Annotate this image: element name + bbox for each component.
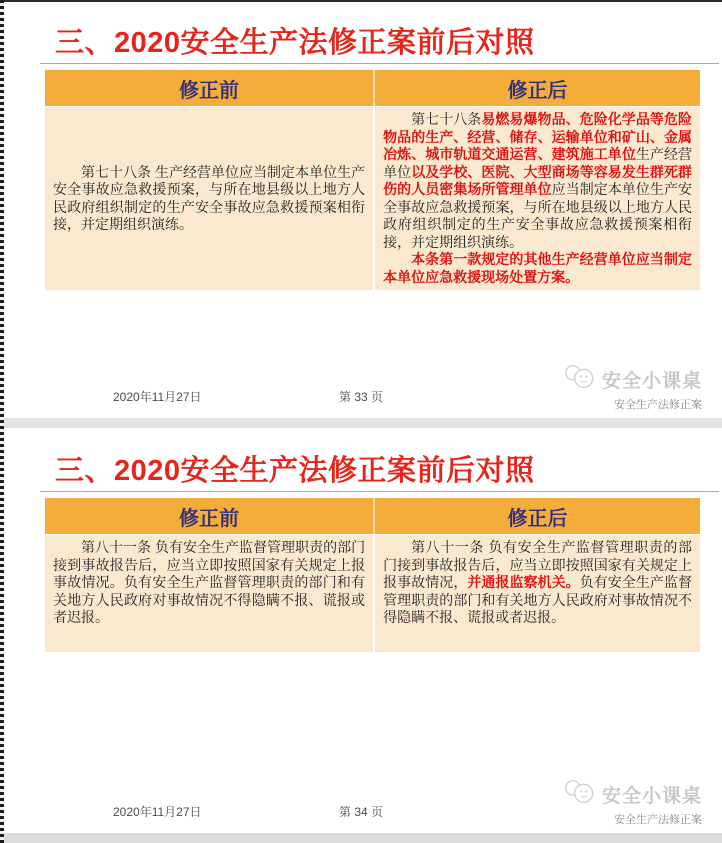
paragraph [53, 164, 365, 234]
cell-before-revision [45, 535, 375, 652]
comparison-table [45, 70, 700, 290]
column-header-before: 修正前 [45, 498, 375, 534]
bottom-border-band [0, 833, 722, 843]
text-segment-normal: 生产经营单位 [383, 146, 692, 180]
text-segment-red: 以及学校、医院、大型商场等容易发生群死群伤的人员密集场所管理单位 [383, 163, 692, 197]
footer-page-number: 第 33 页 [338, 390, 384, 404]
table-header-row [45, 70, 700, 106]
paragraph [53, 539, 365, 627]
text-segment-red: 并通报监察机关。 [467, 574, 580, 590]
brand-row [563, 778, 702, 810]
brand-name: 安全小课桌 [601, 370, 702, 392]
brand-row [563, 363, 702, 395]
brand-watermark [563, 363, 702, 412]
cell-after-revision [375, 535, 700, 652]
top-border-line [0, 0, 722, 2]
brand-subtitle: 安全生产法修正案 [614, 814, 702, 826]
footer-date: 2020年11月27日 [113, 390, 202, 404]
brand-subtitle: 安全生产法修正案 [614, 399, 702, 411]
slide-title: 三、2020安全生产法修正案前后对照 [55, 27, 535, 59]
cell-after-revision [375, 107, 700, 290]
column-header-after: 修正后 [507, 79, 568, 102]
slide-page-33 [0, 0, 722, 418]
brand-name: 安全小课桌 [601, 785, 702, 807]
text-segment-normal: 应当制定本单位生产安全事故应急救援预案，与所在地县级以上地方人民政府组织制定的生产安全事故应急救援预案相衔接，并定期组织演练。 [383, 181, 692, 250]
text-segment-normal: 第七十八条 [411, 111, 482, 127]
paragraph [383, 111, 692, 251]
title-divider-line [40, 491, 719, 492]
text-segment-red: 易燃易爆物品、危险化学品等危险物品的生产、经营、储存、运输单位和矿山、金属冶炼、城市轨道交通运营、建筑施工单位 [383, 111, 692, 162]
table-body-row [45, 107, 700, 290]
brand-logo-icon [563, 778, 599, 810]
footer-date: 2020年11月27日 [113, 805, 202, 819]
cell-before-revision [45, 107, 375, 290]
brand-watermark [563, 778, 702, 827]
comparison-table [45, 498, 700, 652]
table-header-row [45, 498, 700, 534]
text-segment-normal: 第七十八条 生产经营单位应当制定本单位生产安全事故应急救援预案，与所在地县级以上地方人民政府组织制定的生产安全事故应急救援预案相衔接，并定期组织演练。 [53, 163, 366, 232]
column-header-before: 修正前 [45, 70, 375, 106]
text-segment-normal: 负有安全生产监督管理职责的部门和有关地方人民政府对事故情况不得隐瞒不报、谎报或者迟报。 [383, 574, 692, 625]
title-divider-line [40, 63, 719, 64]
text-segment-normal: 第八十一条 负有安全生产监督管理职责的部门接到事故报告后，应当立即按照国家有关规定上报事故情况。负有安全生产监督管理职责的部门和有关地方人民政府对事故情况不得隐瞒不报、谎报或者迟报。 [53, 539, 366, 625]
film-strip-edge [0, 0, 4, 843]
slide-title: 三、2020安全生产法修正案前后对照 [55, 455, 535, 487]
slide-separator [0, 418, 722, 428]
text-segment-normal: 第八十一条 负有安全生产监督管理职责的部门接到事故报告后，应当立即按照国家有关规定上报事故情况， [383, 539, 692, 590]
footer-page-number: 第 34 页 [338, 805, 384, 819]
text-segment-red: 本条第一款规定的其他生产经营单位应当制定本单位应急救援现场处置方案。 [383, 251, 692, 285]
paragraph [383, 251, 692, 286]
brand-logo-icon [563, 363, 599, 395]
table-body-row [45, 535, 700, 652]
paragraph [383, 539, 692, 627]
slide-page-34 [0, 428, 722, 833]
column-header-after: 修正后 [507, 507, 568, 530]
